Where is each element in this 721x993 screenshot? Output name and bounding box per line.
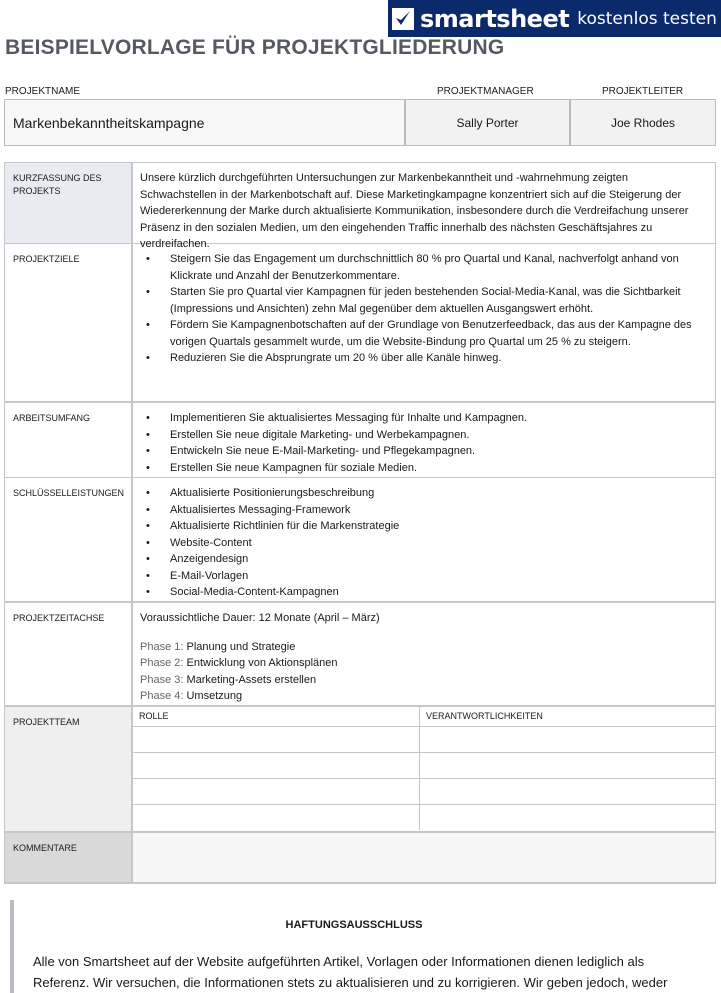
scope-item: • Erstellen Sie neue digitale Marketing- und Werbekampagnen.	[170, 427, 707, 444]
phase-prefix: Phase 1:	[140, 640, 184, 653]
phase-text: Entwicklung von Aktionsplänen	[186, 657, 338, 669]
timeline-duration: Voraussichtliche Dauer: 12 Monate (April – März)	[140, 612, 380, 624]
smartsheet-banner[interactable]	[388, 0, 721, 37]
project-manager-field[interactable]: Sally Porter	[404, 100, 569, 145]
goals-body[interactable]	[133, 244, 715, 401]
deliverables-section	[4, 478, 716, 602]
disclaimer-text: Alle von Smartsheet auf der Website aufgeführten Artikel, Vorlagen oder Informationen dienen lediglich als Referenz. Wir versuchen, die Informationen stets zu aktualisieren und zu korrigieren. Wir geben jedoch, weder	[33, 954, 668, 990]
timeline-phase	[140, 639, 707, 656]
role-cell[interactable]	[133, 727, 420, 753]
phase-text: Umsetzung	[186, 690, 243, 702]
table-row	[133, 727, 715, 753]
deliverables-label: SCHLÜSSELLEISTUNGEN	[5, 478, 133, 601]
timeline-phase	[140, 688, 707, 705]
phase-text: Marketing-Assets erstellen	[186, 673, 317, 686]
table-row	[133, 753, 715, 779]
project-lead-field[interactable]: Joe Rhodes	[569, 100, 715, 145]
role-cell[interactable]	[133, 779, 420, 805]
comments-field[interactable]	[133, 833, 715, 882]
phase-prefix: Phase 3:	[140, 673, 184, 686]
phase-text: Planung und Strategie	[186, 640, 296, 653]
goals-section	[4, 244, 716, 402]
deliverable-item: • Aktualisiertes Messaging-Framework	[170, 502, 707, 519]
deliverables-body[interactable]	[133, 478, 715, 601]
goals-label: PROJEKTZIELE	[5, 244, 133, 401]
responsibility-cell[interactable]	[420, 805, 716, 831]
team-table	[133, 707, 715, 830]
checkmark-logo-icon	[392, 8, 414, 30]
responsibility-cell[interactable]	[420, 727, 716, 753]
goal-item: • Reduzieren Sie die Absprungrate um 20 % über alle Kanäle hinweg.	[170, 350, 707, 367]
responsibility-cell[interactable]	[420, 779, 716, 805]
deliverable-item: • Aktualisierte Positionierungsbeschreibung	[170, 485, 707, 502]
project-info-row	[4, 99, 716, 146]
deliverable-item: • Anzeigendesign	[170, 551, 707, 568]
responsibility-cell[interactable]	[420, 753, 716, 779]
phase-prefix: Phase 4:	[140, 690, 184, 702]
brand-name: smartsheet	[420, 4, 570, 33]
scope-body[interactable]	[133, 403, 715, 477]
scope-label: ARBEITSUMFANG	[5, 403, 133, 477]
project-name-field[interactable]: Markenbekanntheitskampagne	[5, 100, 404, 145]
role-column-header: ROLLE	[133, 707, 420, 727]
project-name-label: PROJEKTNAME	[5, 86, 81, 97]
timeline-label: PROJEKTZEITACHSE	[5, 603, 133, 705]
free-trial-link[interactable]: kostenlos testen	[577, 8, 717, 29]
scope-item: • Erstellen Sie neue Kampagnen für soziale Medien.	[170, 460, 707, 477]
phase-prefix: Phase 2:	[140, 657, 184, 669]
disclaimer-title: HAFTUNGSAUSSCHLUSS	[285, 919, 423, 931]
goal-item: • Starten Sie pro Quartal vier Kampagnen für jeden bestehenden Social-Media-Kanal, was die Sichtbarkeit (Impressions und Ansichten) zehn Mal gegenüber dem aktuellen Ausgangswert erhöht.	[170, 284, 707, 317]
summary-section	[4, 162, 716, 250]
comments-section	[4, 832, 716, 884]
role-cell[interactable]	[133, 753, 420, 779]
goal-item: • Steigern Sie das Engagement um durchschnittlich 80 % pro Quartal und Kanal, nachverfolgt anhand von Klickrate und Anzahl der Benutzerkommentare.	[170, 251, 707, 284]
comments-label: KOMMENTARE	[5, 833, 133, 882]
deliverable-item: • Website-Content	[170, 535, 707, 552]
timeline-phase	[140, 655, 707, 672]
scope-item: • Entwickeln Sie neue E-Mail-Marketing- und Pflegekampagnen.	[170, 443, 707, 460]
table-row	[133, 805, 715, 831]
scope-section	[4, 402, 716, 478]
timeline-body[interactable]	[133, 603, 715, 705]
deliverable-item: • Aktualisierte Richtlinien für die Markenstrategie	[170, 518, 707, 535]
timeline-section	[4, 602, 716, 706]
summary-label: KURZFASSUNG DES PROJEKTS	[5, 163, 133, 243]
timeline-phase	[140, 672, 707, 689]
page-title: BEISPIELVORLAGE FÜR PROJEKTGLIEDERUNG	[5, 36, 505, 59]
project-manager-label: PROJEKTMANAGER	[437, 86, 534, 97]
project-lead-label: PROJEKTLEITER	[602, 86, 684, 97]
disclaimer-box	[10, 900, 720, 993]
deliverable-item: • Social-Media-Content-Kampagnen	[170, 584, 707, 601]
summary-text[interactable]: Unsere kürzlich durchgeführten Untersuchungen zur Markenbekanntheit und -wahrnehmung zeigten Schwachstellen in der Markenbotschaft auf. Diese Marketingkampagne konzentriert sich auf die Steigerung der Wiedererkennung der Marke durch aktualisierte Kommunikation, insbesondere durch die Verdreifachung unserer Präsenz in den sozialen Medien, um den eingehenden Traffic innerhalb des nächsten Geschäftsjahres zu verdreifachen.	[140, 172, 689, 250]
responsibilities-column-header: VERANTWORTLICHKEITEN	[420, 707, 716, 727]
team-label: PROJEKTTEAM	[5, 707, 133, 831]
scope-item: • Implementieren Sie aktualisiertes Messaging für Inhalte und Kampagnen.	[170, 410, 707, 427]
team-table-wrap	[133, 707, 715, 831]
table-row	[133, 779, 715, 805]
goal-item: • Fördern Sie Kampagnenbotschaften auf der Grundlage von Benutzerfeedback, das aus der Kampagne des vorigen Quartals gesammelt wurde, um die Website-Bindung pro Quartal um 25 % zu steigern.	[170, 317, 707, 350]
team-section	[4, 706, 716, 832]
deliverable-item: • E-Mail-Vorlagen	[170, 568, 707, 585]
role-cell[interactable]	[133, 805, 420, 831]
